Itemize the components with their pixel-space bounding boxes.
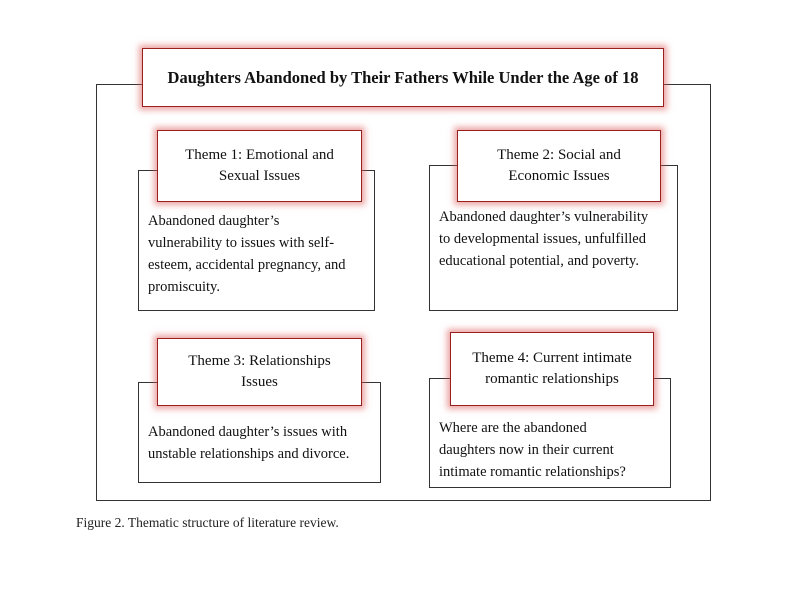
theme-3-text (148, 421, 349, 465)
theme-1-text-line: Abandoned daughter’s (148, 213, 280, 229)
theme-3-heading-box (157, 338, 362, 406)
theme-2-text (439, 206, 648, 272)
theme-3-heading-line-1: Theme 3: Relationships (188, 353, 331, 369)
theme-4-heading (472, 348, 632, 390)
theme-2-heading-line-2: Economic Issues (508, 168, 610, 184)
theme-3-heading-line-2: Issues (241, 374, 278, 390)
theme-1-text-line: promiscuity. (148, 279, 220, 295)
theme-3-heading (188, 351, 330, 393)
figure-caption-text: Figure 2. Thematic structure of literature review. (76, 515, 339, 530)
theme-1-text-line: vulnerability to issues with self- (148, 235, 335, 251)
diagram-title-text: Daughters Abandoned by Their Fathers While Under the Age of 18 (167, 67, 639, 87)
figure-caption (76, 512, 406, 530)
theme-4-text-line: Where are the abandoned (439, 420, 587, 436)
theme-2-text-line: to developmental issues, unfulfilled (439, 231, 646, 247)
theme-1-heading-box (157, 130, 362, 202)
theme-1-heading-line-2: Sexual Issues (218, 168, 301, 184)
theme-4-text-line: intimate romantic relationships? (439, 464, 626, 480)
theme-4-heading-box (450, 332, 654, 406)
theme-2-heading (497, 145, 621, 187)
diagram-title (142, 48, 664, 107)
theme-1-text (148, 210, 346, 298)
theme-2-text-line: Abandoned daughter’s vulnerability (439, 209, 649, 225)
theme-2-text-line: educational potential, and poverty. (439, 253, 639, 269)
theme-2-heading-line-1: Theme 2: Social and (497, 147, 621, 163)
theme-1-heading-line-1: Theme 1: Emotional and (185, 147, 334, 163)
theme-2-heading-box (457, 130, 661, 202)
theme-3-text-line: Abandoned daughter’s issues with (148, 424, 348, 440)
theme-3-text-line: unstable relationships and divorce. (148, 446, 350, 462)
theme-4-heading-line-1: Theme 4: Current intimate (472, 350, 632, 366)
theme-1-heading (185, 145, 334, 187)
theme-4-text-line: daughters now in their current (439, 442, 614, 458)
theme-4-heading-line-2: romantic relationships (485, 371, 619, 387)
theme-1-text-line: esteem, accidental pregnancy, and (148, 257, 346, 273)
theme-4-text (439, 417, 626, 483)
